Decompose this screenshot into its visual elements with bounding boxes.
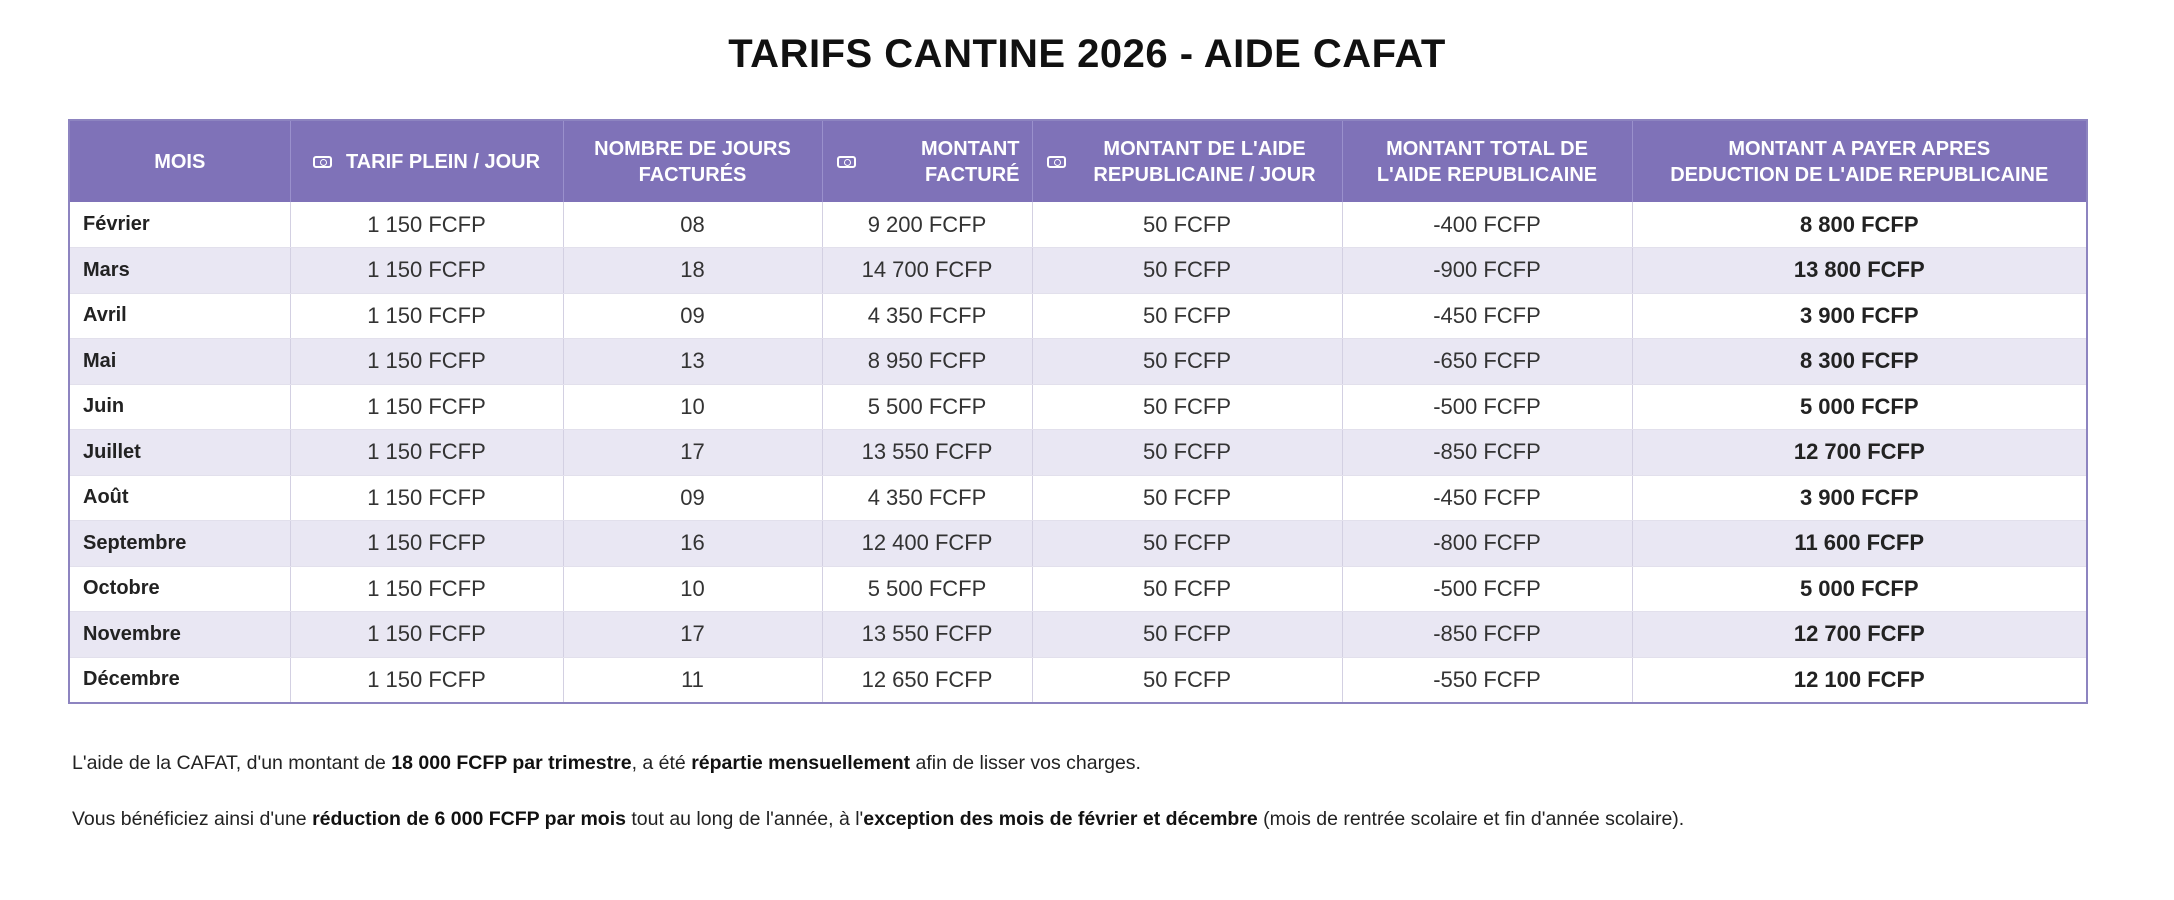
tarifs-table <box>68 119 2088 704</box>
table-row <box>69 293 2087 339</box>
cell-mois: Juin <box>69 384 290 430</box>
cell-tarif: 1 150 FCFP <box>290 657 563 703</box>
cell-tarif: 1 150 FCFP <box>290 293 563 339</box>
cell-payer: 5 000 FCFP <box>1632 384 2087 430</box>
table-row <box>69 339 2087 385</box>
cell-tarif: 1 150 FCFP <box>290 475 563 521</box>
cell-montant: 12 400 FCFP <box>822 521 1032 567</box>
cell-aide: 50 FCFP <box>1032 202 1342 248</box>
table-row <box>69 657 2087 703</box>
cell-aide: 50 FCFP <box>1032 657 1342 703</box>
cell-total: -850 FCFP <box>1342 430 1632 476</box>
cafat-aid-note: L'aide de la CAFAT, d'un montant de 18 000 FCFP par trimestre, a été répartie mensuellement afin de lisser vos charges. <box>72 752 1141 774</box>
cell-montant: 5 500 FCFP <box>822 384 1032 430</box>
header-montant-facture: MONTANT FACTURÉ <box>822 120 1032 202</box>
cell-aide: 50 FCFP <box>1032 566 1342 612</box>
cell-payer: 12 100 FCFP <box>1632 657 2087 703</box>
cell-mois: Avril <box>69 293 290 339</box>
cell-montant: 13 550 FCFP <box>822 612 1032 658</box>
cell-jours: 10 <box>563 566 822 612</box>
cell-aide: 50 FCFP <box>1032 384 1342 430</box>
cell-tarif: 1 150 FCFP <box>290 202 563 248</box>
cell-mois: Octobre <box>69 566 290 612</box>
money-icon <box>1047 156 1066 168</box>
header-jours-factures: NOMBRE DE JOURS FACTURÉS <box>563 120 822 202</box>
cell-tarif: 1 150 FCFP <box>290 384 563 430</box>
table-header-row <box>69 120 2087 202</box>
cell-payer: 8 300 FCFP <box>1632 339 2087 385</box>
cell-payer: 3 900 FCFP <box>1632 475 2087 521</box>
table-row <box>69 475 2087 521</box>
cell-montant: 9 200 FCFP <box>822 202 1032 248</box>
cell-total: -450 FCFP <box>1342 293 1632 339</box>
cell-payer: 12 700 FCFP <box>1632 430 2087 476</box>
table-row <box>69 566 2087 612</box>
header-montant-a-payer: MONTANT A PAYER APRES DEDUCTION DE L'AIDE REPUBLICAINE <box>1632 120 2087 202</box>
table-row <box>69 384 2087 430</box>
cell-montant: 4 350 FCFP <box>822 475 1032 521</box>
header-total-aide: MONTANT TOTAL DE L'AIDE REPUBLICAINE <box>1342 120 1632 202</box>
table-row <box>69 202 2087 248</box>
cell-payer: 5 000 FCFP <box>1632 566 2087 612</box>
cell-payer: 8 800 FCFP <box>1632 202 2087 248</box>
cell-payer: 12 700 FCFP <box>1632 612 2087 658</box>
cell-mois: Septembre <box>69 521 290 567</box>
cell-tarif: 1 150 FCFP <box>290 339 563 385</box>
cell-aide: 50 FCFP <box>1032 475 1342 521</box>
cell-montant: 13 550 FCFP <box>822 430 1032 476</box>
cell-tarif: 1 150 FCFP <box>290 612 563 658</box>
cell-jours: 11 <box>563 657 822 703</box>
cell-aide: 50 FCFP <box>1032 521 1342 567</box>
cell-montant: 4 350 FCFP <box>822 293 1032 339</box>
table-row <box>69 430 2087 476</box>
cell-mois: Juillet <box>69 430 290 476</box>
cell-aide: 50 FCFP <box>1032 248 1342 294</box>
cell-jours: 18 <box>563 248 822 294</box>
cell-jours: 17 <box>563 430 822 476</box>
page-title: TARIFS CANTINE 2026 - AIDE CAFAT <box>728 32 1446 76</box>
cell-jours: 16 <box>563 521 822 567</box>
cell-jours: 08 <box>563 202 822 248</box>
cell-mois: Décembre <box>69 657 290 703</box>
cell-tarif: 1 150 FCFP <box>290 566 563 612</box>
cell-jours: 09 <box>563 293 822 339</box>
cell-payer: 13 800 FCFP <box>1632 248 2087 294</box>
cell-total: -500 FCFP <box>1342 384 1632 430</box>
header-tarif-plein: TARIF PLEIN / JOUR <box>290 120 563 202</box>
cell-mois: Août <box>69 475 290 521</box>
cell-total: -550 FCFP <box>1342 657 1632 703</box>
cell-jours: 10 <box>563 384 822 430</box>
table-row <box>69 248 2087 294</box>
cell-total: -400 FCFP <box>1342 202 1632 248</box>
cell-total: -800 FCFP <box>1342 521 1632 567</box>
cell-tarif: 1 150 FCFP <box>290 430 563 476</box>
table-row <box>69 521 2087 567</box>
cell-payer: 3 900 FCFP <box>1632 293 2087 339</box>
cell-total: -900 FCFP <box>1342 248 1632 294</box>
cell-aide: 50 FCFP <box>1032 339 1342 385</box>
cell-montant: 12 650 FCFP <box>822 657 1032 703</box>
cell-aide: 50 FCFP <box>1032 293 1342 339</box>
cell-mois: Novembre <box>69 612 290 658</box>
cell-total: -450 FCFP <box>1342 475 1632 521</box>
cell-total: -850 FCFP <box>1342 612 1632 658</box>
cell-jours: 17 <box>563 612 822 658</box>
cell-mois: Mai <box>69 339 290 385</box>
money-icon <box>313 156 332 168</box>
table-row <box>69 612 2087 658</box>
cell-total: -500 FCFP <box>1342 566 1632 612</box>
money-icon <box>837 156 856 168</box>
cell-montant: 8 950 FCFP <box>822 339 1032 385</box>
cell-tarif: 1 150 FCFP <box>290 248 563 294</box>
header-aide-republicaine-jour: MONTANT DE L'AIDE REPUBLICAINE / JOUR <box>1032 120 1342 202</box>
cell-payer: 11 600 FCFP <box>1632 521 2087 567</box>
cell-montant: 14 700 FCFP <box>822 248 1032 294</box>
cell-jours: 09 <box>563 475 822 521</box>
cell-jours: 13 <box>563 339 822 385</box>
cell-mois: Mars <box>69 248 290 294</box>
reduction-note: Vous bénéficiez ainsi d'une réduction de 6 000 FCFP par mois tout au long de l'année, à l'exception des mois de février et décembre (mois de rentrée scolaire et fin d'année scolaire). <box>72 808 1685 830</box>
cell-total: -650 FCFP <box>1342 339 1632 385</box>
cell-montant: 5 500 FCFP <box>822 566 1032 612</box>
header-mois: MOIS <box>69 120 290 202</box>
cell-aide: 50 FCFP <box>1032 612 1342 658</box>
cell-aide: 50 FCFP <box>1032 430 1342 476</box>
cell-mois: Février <box>69 202 290 248</box>
cell-tarif: 1 150 FCFP <box>290 521 563 567</box>
